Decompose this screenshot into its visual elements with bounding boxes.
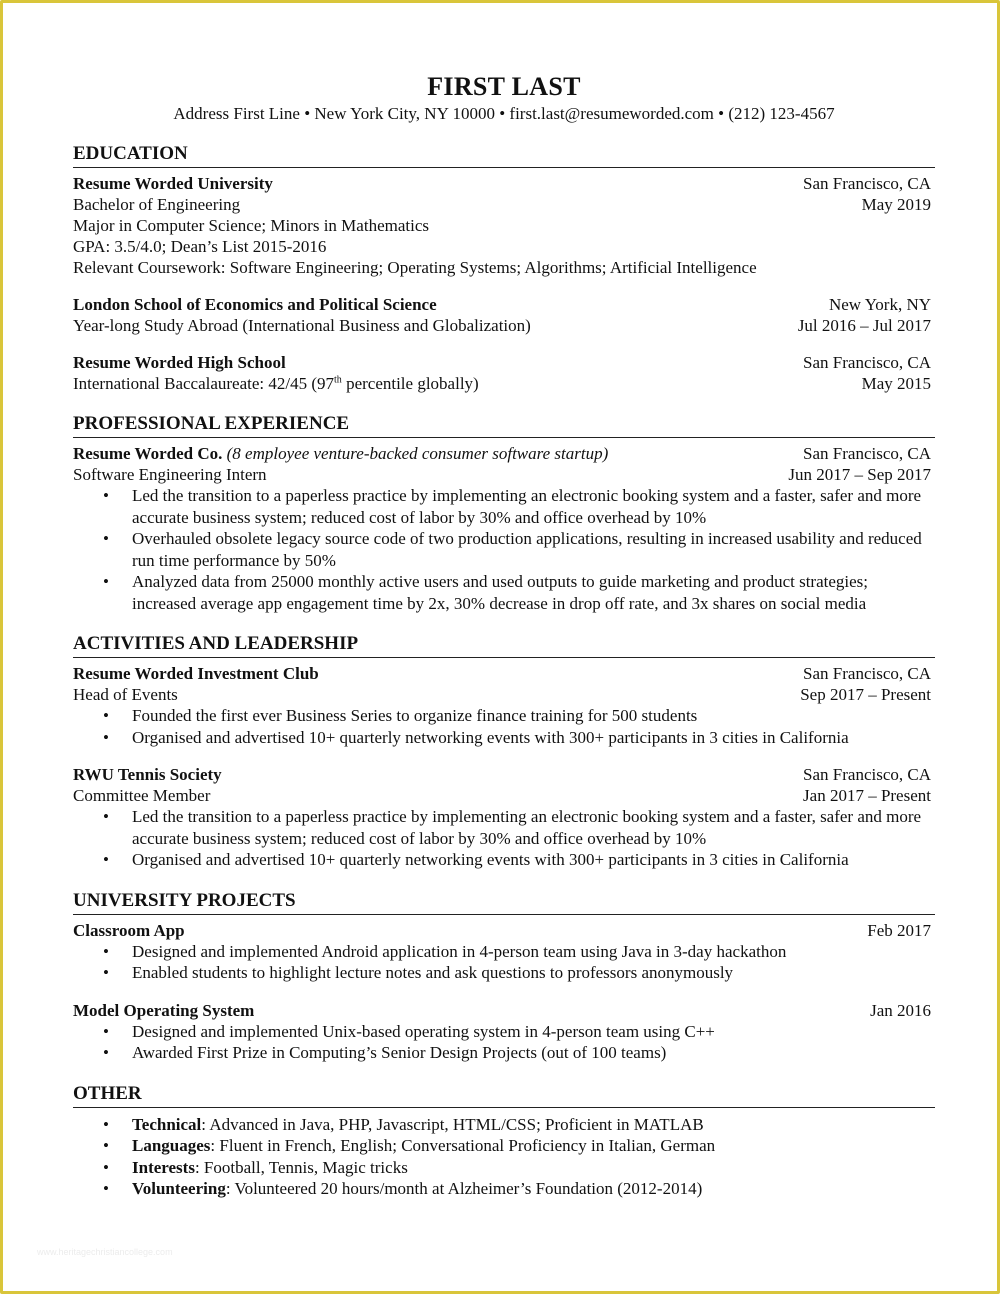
- list-item: • Enabled students to highlight lecture notes and ask questions to professors anonymously: [103, 963, 734, 982]
- graduation-date: May 2015: [861, 374, 931, 393]
- bullet-icon: •: [103, 963, 109, 982]
- skill-label: Volunteering: [132, 1179, 226, 1198]
- section-title-activities: ACTIVITIES AND LEADERSHIP: [73, 632, 935, 658]
- activity-role: Committee Member: [73, 786, 211, 805]
- activity-entry: [73, 663, 935, 748]
- org-name: RWU Tennis Society: [73, 765, 222, 784]
- bullet-list: [73, 941, 935, 984]
- education-entry: [73, 352, 935, 394]
- degree-text-end: percentile globally): [341, 374, 479, 393]
- list-item: • Led the transition to a paperless practice by implementing an electronic booking system and a faster, safer and more accurate business system; reduced cost of labor by 30% and office overhead by 10%: [103, 807, 922, 848]
- section-title-projects: UNIVERSITY PROJECTS: [73, 889, 935, 915]
- school-location: San Francisco, CA: [803, 174, 931, 193]
- bullet-icon: •: [103, 807, 109, 826]
- bullet-list: [73, 1114, 935, 1200]
- degree: Year-long Study Abroad (International Business and Globalization): [73, 316, 531, 335]
- activity-dates: Jan 2017 – Present: [803, 786, 931, 805]
- list-item: • Designed and implemented Android application in 4-person team using Java in 3-day hackathon: [103, 941, 787, 961]
- project-name: Classroom App: [73, 920, 185, 940]
- bullet-icon: •: [103, 941, 109, 961]
- skill-text: : Advanced in Java, PHP, Javascript, HTML/CSS; Proficient in MATLAB: [201, 1114, 704, 1134]
- school-name: London School of Economics and Political Science: [73, 295, 437, 314]
- skill-label: Interests: [132, 1157, 195, 1177]
- company-note: (8 employee venture-backed consumer software startup): [226, 444, 609, 463]
- company-location: San Francisco, CA: [803, 444, 931, 463]
- project-entry: [73, 1000, 935, 1064]
- list-item: • Led the transition to a paperless practice by implementing an electronic booking system and a faster, safer and more accurate business system; reduced cost of labor by 30% and office overhead by 10%: [103, 486, 922, 527]
- school-name: Resume Worded University: [73, 174, 273, 193]
- degree-superscript: th: [334, 374, 342, 386]
- job-title: Software Engineering Intern: [73, 465, 267, 484]
- activity-role: Head of Events: [73, 685, 178, 704]
- job-dates: Jun 2017 – Sep 2017: [788, 465, 931, 484]
- list-item: • Awarded First Prize in Computing’s Senior Design Projects (out of 100 teams): [103, 1043, 667, 1062]
- bullet-icon: •: [103, 850, 109, 869]
- bullet-icon: •: [103, 1021, 109, 1041]
- list-item: • Organised and advertised 10+ quarterly networking events with 300+ participants in 3 cities in California: [103, 727, 849, 747]
- skill-label: Technical: [132, 1114, 202, 1134]
- degree-text: International Baccalaureate: 42/45 (97: [73, 374, 335, 393]
- list-item: [73, 1114, 935, 1136]
- school-location: New York, NY: [828, 295, 931, 314]
- activity-entry: [73, 764, 935, 871]
- list-item: [73, 1135, 935, 1157]
- school-location: San Francisco, CA: [803, 353, 931, 372]
- resume-name: FIRST LAST: [427, 72, 581, 101]
- experience-entry: [73, 443, 935, 614]
- school-name: Resume Worded High School: [73, 353, 286, 372]
- org-location: San Francisco, CA: [803, 664, 931, 683]
- bullet-icon: •: [103, 1179, 109, 1198]
- bullet-icon: •: [103, 727, 109, 747]
- contact-line: Address First Line • New York City, NY 10000 • first.last@resumeworded.com • (212) 123-4567: [173, 104, 835, 123]
- list-item: • Designed and implemented Unix-based operating system in 4-person team using C++: [103, 1021, 715, 1041]
- bullet-list: [73, 806, 935, 871]
- activity-dates: Sep 2017 – Present: [800, 685, 931, 704]
- section-title-education: EDUCATION: [73, 142, 935, 168]
- company: [73, 443, 608, 464]
- bullet-icon: •: [103, 1136, 109, 1155]
- section-title-other: OTHER: [73, 1082, 935, 1108]
- study-dates: Jul 2016 – Jul 2017: [797, 316, 931, 335]
- gpa: GPA: 3.5/4.0; Dean’s List 2015-2016: [73, 237, 327, 256]
- bullet-icon: •: [103, 1114, 109, 1134]
- bullet-icon: •: [103, 572, 109, 591]
- graduation-date: May 2019: [861, 195, 931, 214]
- bullet-list: [73, 485, 935, 614]
- project-name: Model Operating System: [73, 1000, 255, 1020]
- bullet-icon: •: [103, 1157, 109, 1177]
- skill-text: : Fluent in French, English; Conversational Proficiency in Italian, German: [210, 1136, 716, 1155]
- section-title-experience: PROFESSIONAL EXPERIENCE: [73, 412, 935, 438]
- bullet-icon: •: [103, 529, 109, 548]
- watermark: www.heritagechristiancollege.com: [37, 1247, 173, 1257]
- degree: Bachelor of Engineering: [73, 195, 241, 214]
- skill-text: : Football, Tennis, Magic tricks: [194, 1157, 408, 1177]
- org-location: San Francisco, CA: [803, 765, 931, 784]
- project-entry: [73, 920, 935, 984]
- education-entry: [73, 173, 935, 278]
- list-item: • Overhauled obsolete legacy source code of two production applications, resulting in increased usability and reduced run time performance by 50%: [103, 529, 922, 570]
- bullet-list: [73, 705, 935, 748]
- bullet-icon: •: [103, 486, 109, 505]
- bullet-icon: •: [103, 706, 109, 725]
- coursework: Relevant Coursework: Software Engineering; Operating Systems; Algorithms; Artificial Intelligence: [73, 258, 757, 277]
- list-item: • Analyzed data from 25000 monthly active users and used outputs to guide marketing and product strategies; increased average app engagement time by 2x, 30% decrease in drop off rate, and 3x shares on social media: [103, 572, 869, 613]
- skill-label: Languages: [132, 1136, 211, 1155]
- degree: [73, 373, 479, 394]
- project-date: Feb 2017: [867, 920, 931, 940]
- project-date: Jan 2016: [870, 1000, 931, 1020]
- list-item: [73, 1157, 935, 1179]
- major: Major in Computer Science; Minors in Mathematics: [73, 216, 429, 235]
- bullet-list: [73, 1021, 935, 1064]
- list-item: • Founded the first ever Business Series to organize finance training for 500 students: [103, 706, 698, 725]
- bullet-icon: •: [103, 1043, 109, 1062]
- list-item: • Organised and advertised 10+ quarterly networking events with 300+ participants in 3 cities in California: [103, 850, 849, 869]
- org-name: Resume Worded Investment Club: [73, 664, 319, 683]
- company-name: Resume Worded Co.: [73, 444, 223, 463]
- resume-content: [73, 71, 935, 1200]
- list-item: [73, 1178, 935, 1200]
- skill-text: : Volunteered 20 hours/month at Alzheimer’s Foundation (2012-2014): [225, 1179, 703, 1198]
- education-entry: [73, 294, 935, 336]
